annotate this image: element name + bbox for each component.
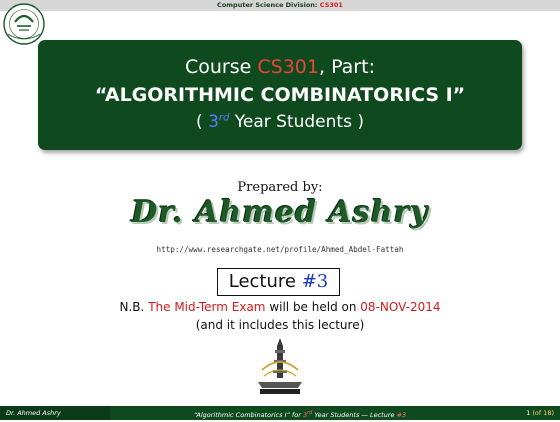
- header-course-code: CS301: [319, 1, 343, 9]
- lecture-label: Lecture: [228, 271, 296, 292]
- audience-text: Year Students ): [234, 112, 364, 132]
- footer-year: [303, 411, 312, 419]
- title-line-audience: [38, 112, 522, 132]
- footer-title: [110, 406, 490, 420]
- year-digit: 3: [208, 112, 219, 132]
- footer-lecture-number: #3: [396, 411, 407, 420]
- course-code: CS301: [257, 56, 319, 78]
- exam-note-line2: (and it includes this lecture): [195, 318, 365, 332]
- title-banner: [38, 40, 522, 150]
- page-current: 1: [526, 409, 531, 417]
- top-navigation-bar: [0, 0, 560, 11]
- author-name: Dr. Ahmed Ashry: [131, 195, 429, 230]
- page-total: (of 18): [532, 409, 554, 417]
- course-suffix: , Part:: [318, 56, 375, 78]
- footer-year-suffix: rd: [307, 410, 313, 416]
- footer-title-prefix: “Algorithmic Combinatorics I” for: [193, 411, 301, 420]
- note-exam-date: 08-NOV-2014: [360, 300, 441, 314]
- course-part-title: “ALGORITHMIC COMBINATORICS I”: [94, 84, 466, 106]
- division-label: Computer Science Division:: [217, 1, 318, 9]
- title-line-course: [38, 56, 522, 78]
- note-middle-text: will be held on: [269, 300, 357, 314]
- year-number: [208, 112, 229, 132]
- division-header: [0, 0, 560, 11]
- note-prefix: N.B.: [119, 300, 145, 314]
- lecture-badge: [217, 268, 340, 296]
- exam-note: [0, 300, 560, 314]
- footer-year-digit: 3: [302, 411, 308, 420]
- university-seal-icon: [2, 2, 46, 46]
- footer-author: Dr. Ahmed Ashry: [0, 406, 110, 420]
- ain-shams-university-logo-icon: [250, 334, 310, 396]
- paren-open: (: [196, 112, 203, 132]
- year-ordinal-suffix: rd: [218, 112, 230, 124]
- prepared-by-label: Prepared by:: [237, 180, 323, 195]
- profile-url-link[interactable]: http://www.researchgate.net/profile/Ahmed_Abdel-Fattah: [156, 245, 404, 254]
- note-exam-highlight: The Mid-Term Exam: [148, 300, 266, 314]
- lecture-number: #3: [301, 271, 329, 292]
- course-prefix: Course: [185, 56, 252, 78]
- footer-title-mid: Year Students — Lecture: [314, 411, 395, 420]
- footer-bar: [0, 406, 560, 420]
- footer-page-counter[interactable]: [526, 406, 554, 420]
